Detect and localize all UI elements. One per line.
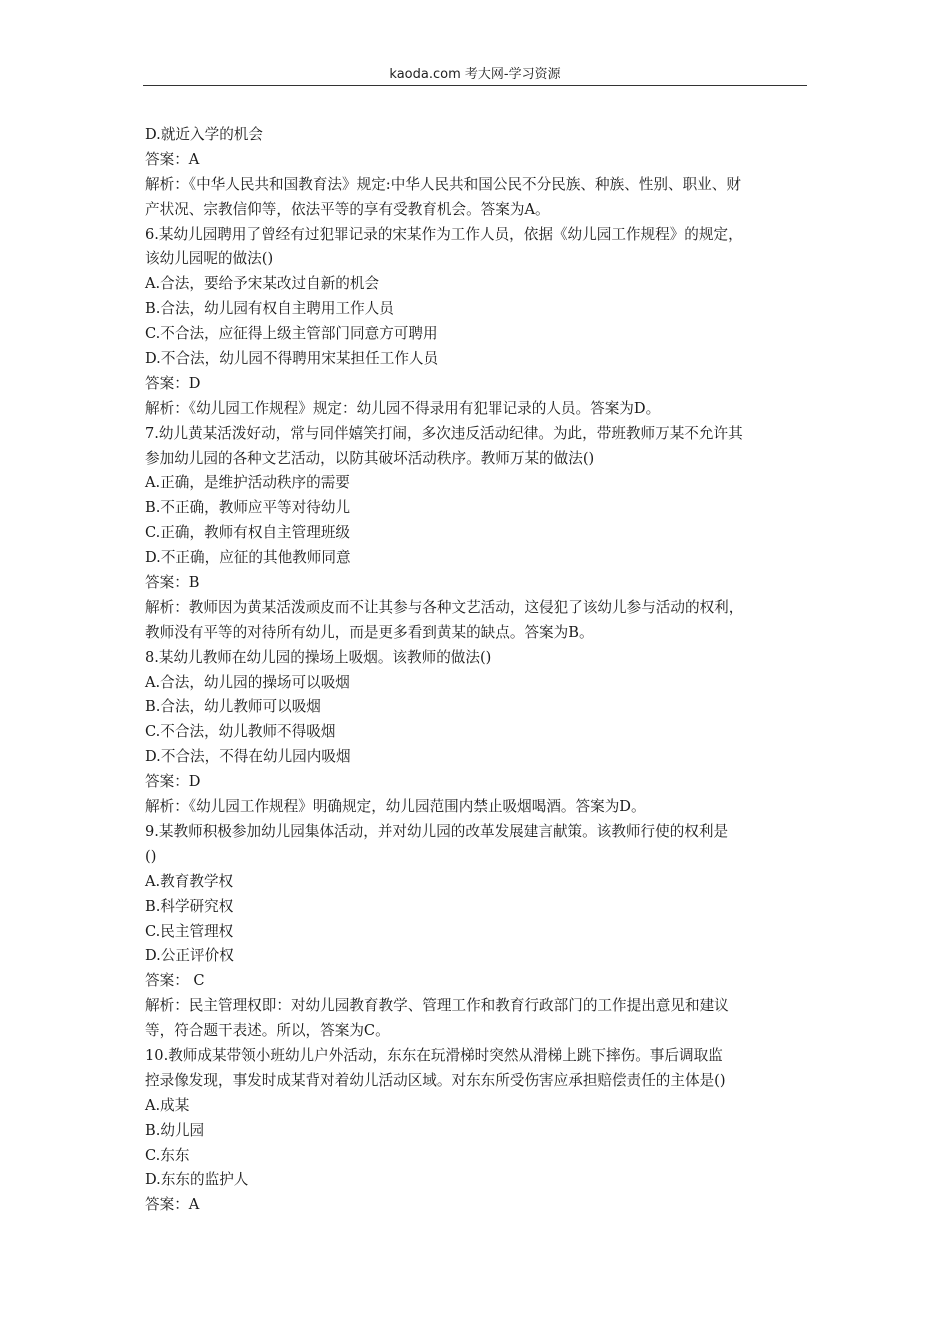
text-line: 该幼儿园呢的做法()	[145, 250, 274, 268]
text-line: 10.教师成某带领小班幼儿户外活动，东东在玩滑梯时突然从滑梯上跳下摔伤。事后调取监	[145, 1046, 723, 1064]
document-body	[145, 123, 815, 1218]
text-line: B.幼儿园	[145, 1121, 205, 1139]
text-line: 6.某幼儿园聘用了曾经有过犯罪记录的宋某作为工作人员，依据《幼儿园工作规程》的规定，	[145, 225, 743, 243]
text-line: A.成某	[145, 1096, 190, 1114]
text-line: 解析：《幼儿园工作规程》规定：幼儿园不得录用有犯罪记录的人员。答案为D。	[145, 399, 661, 417]
text-line: 参加幼儿园的各种文艺活动，以防其破坏活动秩序。教师万某的做法()	[145, 449, 595, 467]
text-line: 答案：D	[145, 773, 201, 791]
text-line: B.合法，幼儿教师可以吸烟	[145, 698, 321, 716]
text-line: 产状况、宗教信仰等，依法平等的享有受教育机会。答案为A。	[145, 200, 550, 218]
text-line: A.教育教学权	[145, 872, 234, 890]
text-line: A.合法，幼儿园的操场可以吸烟	[145, 673, 350, 691]
text-line: A.正确，是维护活动秩序的需要	[145, 474, 350, 492]
text-line: D.不合法，幼儿园不得聘用宋某担任工作人员	[145, 350, 439, 368]
text-line: A.合法，要给予宋某改过自新的机会	[145, 275, 380, 293]
text-line: D.就近入学的机会	[145, 126, 263, 143]
text-line: 答案：D	[145, 374, 201, 392]
text-line: B.科学研究权	[145, 897, 234, 915]
text-line: B.合法，幼儿园有权自主聘用工作人员	[145, 300, 394, 318]
text-line: 解析：《幼儿园工作规程》明确规定，幼儿园范围内禁止吸烟喝酒。答案为D。	[145, 798, 646, 816]
text-line: 解析：教师因为黄某活泼顽皮而不让其参与各种文艺活动，这侵犯了该幼儿参与活动的权利，	[145, 598, 744, 616]
text-line: 9.某教师积极参加幼儿园集体活动，并对幼儿园的改革发展建言献策。该教师行使的权利是	[145, 822, 729, 840]
text-line: C.东东	[145, 1146, 190, 1164]
text-line: C.民主管理权	[145, 922, 234, 940]
text-line: 解析：民主管理权即：对幼儿园教育教学、管理工作和教育行政部门的工作提出意见和建议	[145, 997, 729, 1015]
text-line: 8.某幼儿教师在幼儿园的操场上吸烟。该教师的做法()	[145, 648, 492, 666]
text-line: D.东东的监护人	[145, 1171, 249, 1189]
text-line: C.不合法，幼儿教师不得吸烟	[145, 723, 336, 741]
text-line: 7.幼儿黄某活泼好动，常与同伴嬉笑打闹，多次违反活动纪律。为此，带班教师万某不允许其	[145, 424, 743, 442]
text-line: ()	[145, 847, 157, 865]
text-line: D.不正确，应征的其他教师同意	[145, 549, 351, 567]
text-line: C.不合法，应征得上级主管部门同意方可聘用	[145, 325, 438, 343]
text-line: 答案：A	[145, 150, 200, 168]
text-line: D.公正评价权	[145, 947, 234, 965]
text-line: 答案： C	[145, 972, 205, 990]
text-line: B.不正确，教师应平等对待幼儿	[145, 499, 351, 517]
text-line: D.不合法，不得在幼儿园内吸烟	[145, 748, 351, 766]
text-line: 答案：B	[145, 574, 200, 592]
text-line: C.正确，教师有权自主管理班级	[145, 524, 351, 542]
page-header: kaoda.com 考大网-学习资源	[389, 67, 561, 82]
text-line: 等，符合题干表述。所以，答案为C。	[145, 1022, 390, 1040]
text-line: 教师没有平等的对待所有幼儿，而是更多看到黄某的缺点。答案为B。	[145, 623, 594, 641]
text-line: 控录像发现，事发时成某背对着幼儿活动区域。对东东所受伤害应承担赔偿责任的主体是()	[145, 1071, 726, 1089]
text-line: 答案：A	[145, 1196, 200, 1214]
header-divider	[143, 85, 807, 86]
text-line: 解析：《中华人民共和国教育法》规定:中华人民共和国公民不分民族、种族、性别、职业、财	[145, 175, 741, 193]
